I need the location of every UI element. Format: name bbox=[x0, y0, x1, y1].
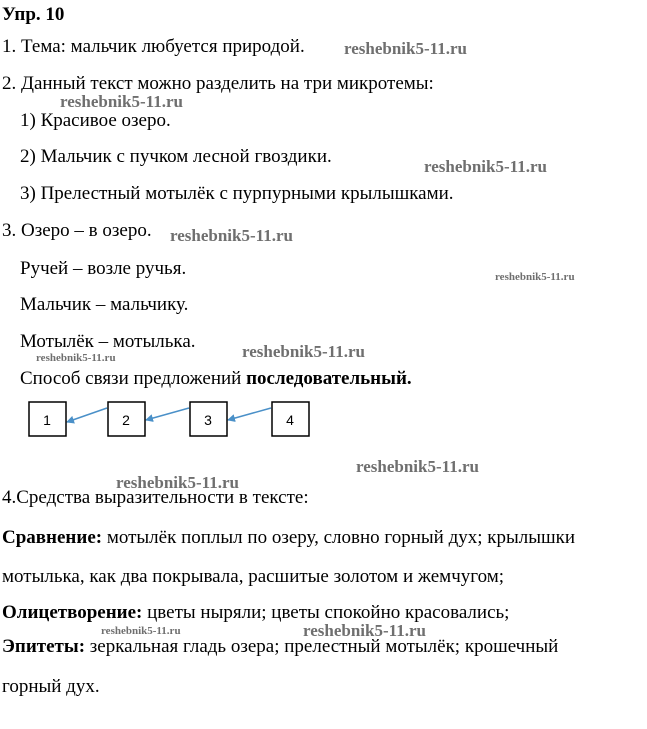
exercise-title: Упр. 10 bbox=[2, 4, 65, 25]
subtopic-2: 2) Мальчик с пучком лесной гвоздики. bbox=[20, 146, 332, 167]
sequential-chain-diagram bbox=[0, 396, 330, 442]
subtopic-1: 1) Красивое озеро. bbox=[20, 110, 171, 131]
chain-box-3-label: 3 bbox=[204, 412, 212, 428]
item-1-topic: 1. Тема: мальчик любуется природой. bbox=[2, 36, 305, 57]
arrow-4-to-3 bbox=[228, 408, 271, 420]
epithets-label: Эпитеты: bbox=[2, 636, 86, 657]
watermark: reshebnik5-11.ru bbox=[101, 625, 181, 637]
item-4-intro: 4.Средства выразительности в тексте: bbox=[2, 487, 309, 508]
pair-4: Мотылёк – мотылька. bbox=[20, 331, 196, 352]
watermark: reshebnik5-11.ru bbox=[116, 473, 239, 492]
connection-method-value: последовательный. bbox=[246, 368, 412, 389]
chain-box-1-label: 1 bbox=[43, 412, 51, 428]
watermark: reshebnik5-11.ru bbox=[60, 92, 183, 111]
personification-label: Олицетворение: bbox=[2, 602, 143, 623]
watermark: reshebnik5-11.ru bbox=[424, 157, 547, 176]
comparison-line-2: мотылька, как два покрывала, расшитые золотом и жемчугом; bbox=[2, 566, 505, 587]
comparison-label: Сравнение: bbox=[2, 527, 103, 548]
personification-text: цветы ныряли; цветы спокойно красовались; bbox=[142, 602, 510, 623]
watermark: reshebnik5-11.ru bbox=[344, 39, 467, 58]
watermark: reshebnik5-11.ru bbox=[356, 457, 479, 476]
chain-box-4-label: 4 bbox=[286, 412, 294, 428]
connection-method-prefix: Способ связи предложений bbox=[20, 368, 247, 389]
personification-line bbox=[2, 602, 509, 624]
watermark: reshebnik5-11.ru bbox=[170, 226, 293, 245]
watermark: reshebnik5-11.ru bbox=[303, 621, 426, 640]
pair-1: 3. Озеро – в озеро. bbox=[2, 220, 152, 241]
epithets-text-1: зеркальная гладь озера; прелестный мотылёк; крошечный bbox=[85, 636, 559, 657]
item-2-intro: 2. Данный текст можно разделить на три микротемы: bbox=[2, 73, 434, 94]
epithets-line-2: горный дух. bbox=[2, 676, 100, 697]
watermark: reshebnik5-11.ru bbox=[242, 342, 365, 361]
watermark: reshebnik5-11.ru bbox=[36, 352, 116, 364]
connection-method bbox=[20, 368, 412, 390]
arrow-2-to-1 bbox=[67, 408, 107, 422]
epithets-line-1 bbox=[2, 636, 558, 658]
pair-2: Ручей – возле ручья. bbox=[20, 258, 187, 279]
chain-box-2-label: 2 bbox=[122, 412, 130, 428]
pair-3: Мальчик – мальчику. bbox=[20, 294, 189, 315]
comparison-line-1 bbox=[2, 527, 575, 549]
watermark: reshebnik5-11.ru bbox=[495, 271, 575, 283]
comparison-text-1: мотылёк поплыл по озеру, словно горный дух; крылышки bbox=[102, 527, 576, 548]
subtopic-3: 3) Прелестный мотылёк с пурпурными крылышками. bbox=[20, 183, 454, 204]
arrow-3-to-2 bbox=[146, 408, 189, 420]
